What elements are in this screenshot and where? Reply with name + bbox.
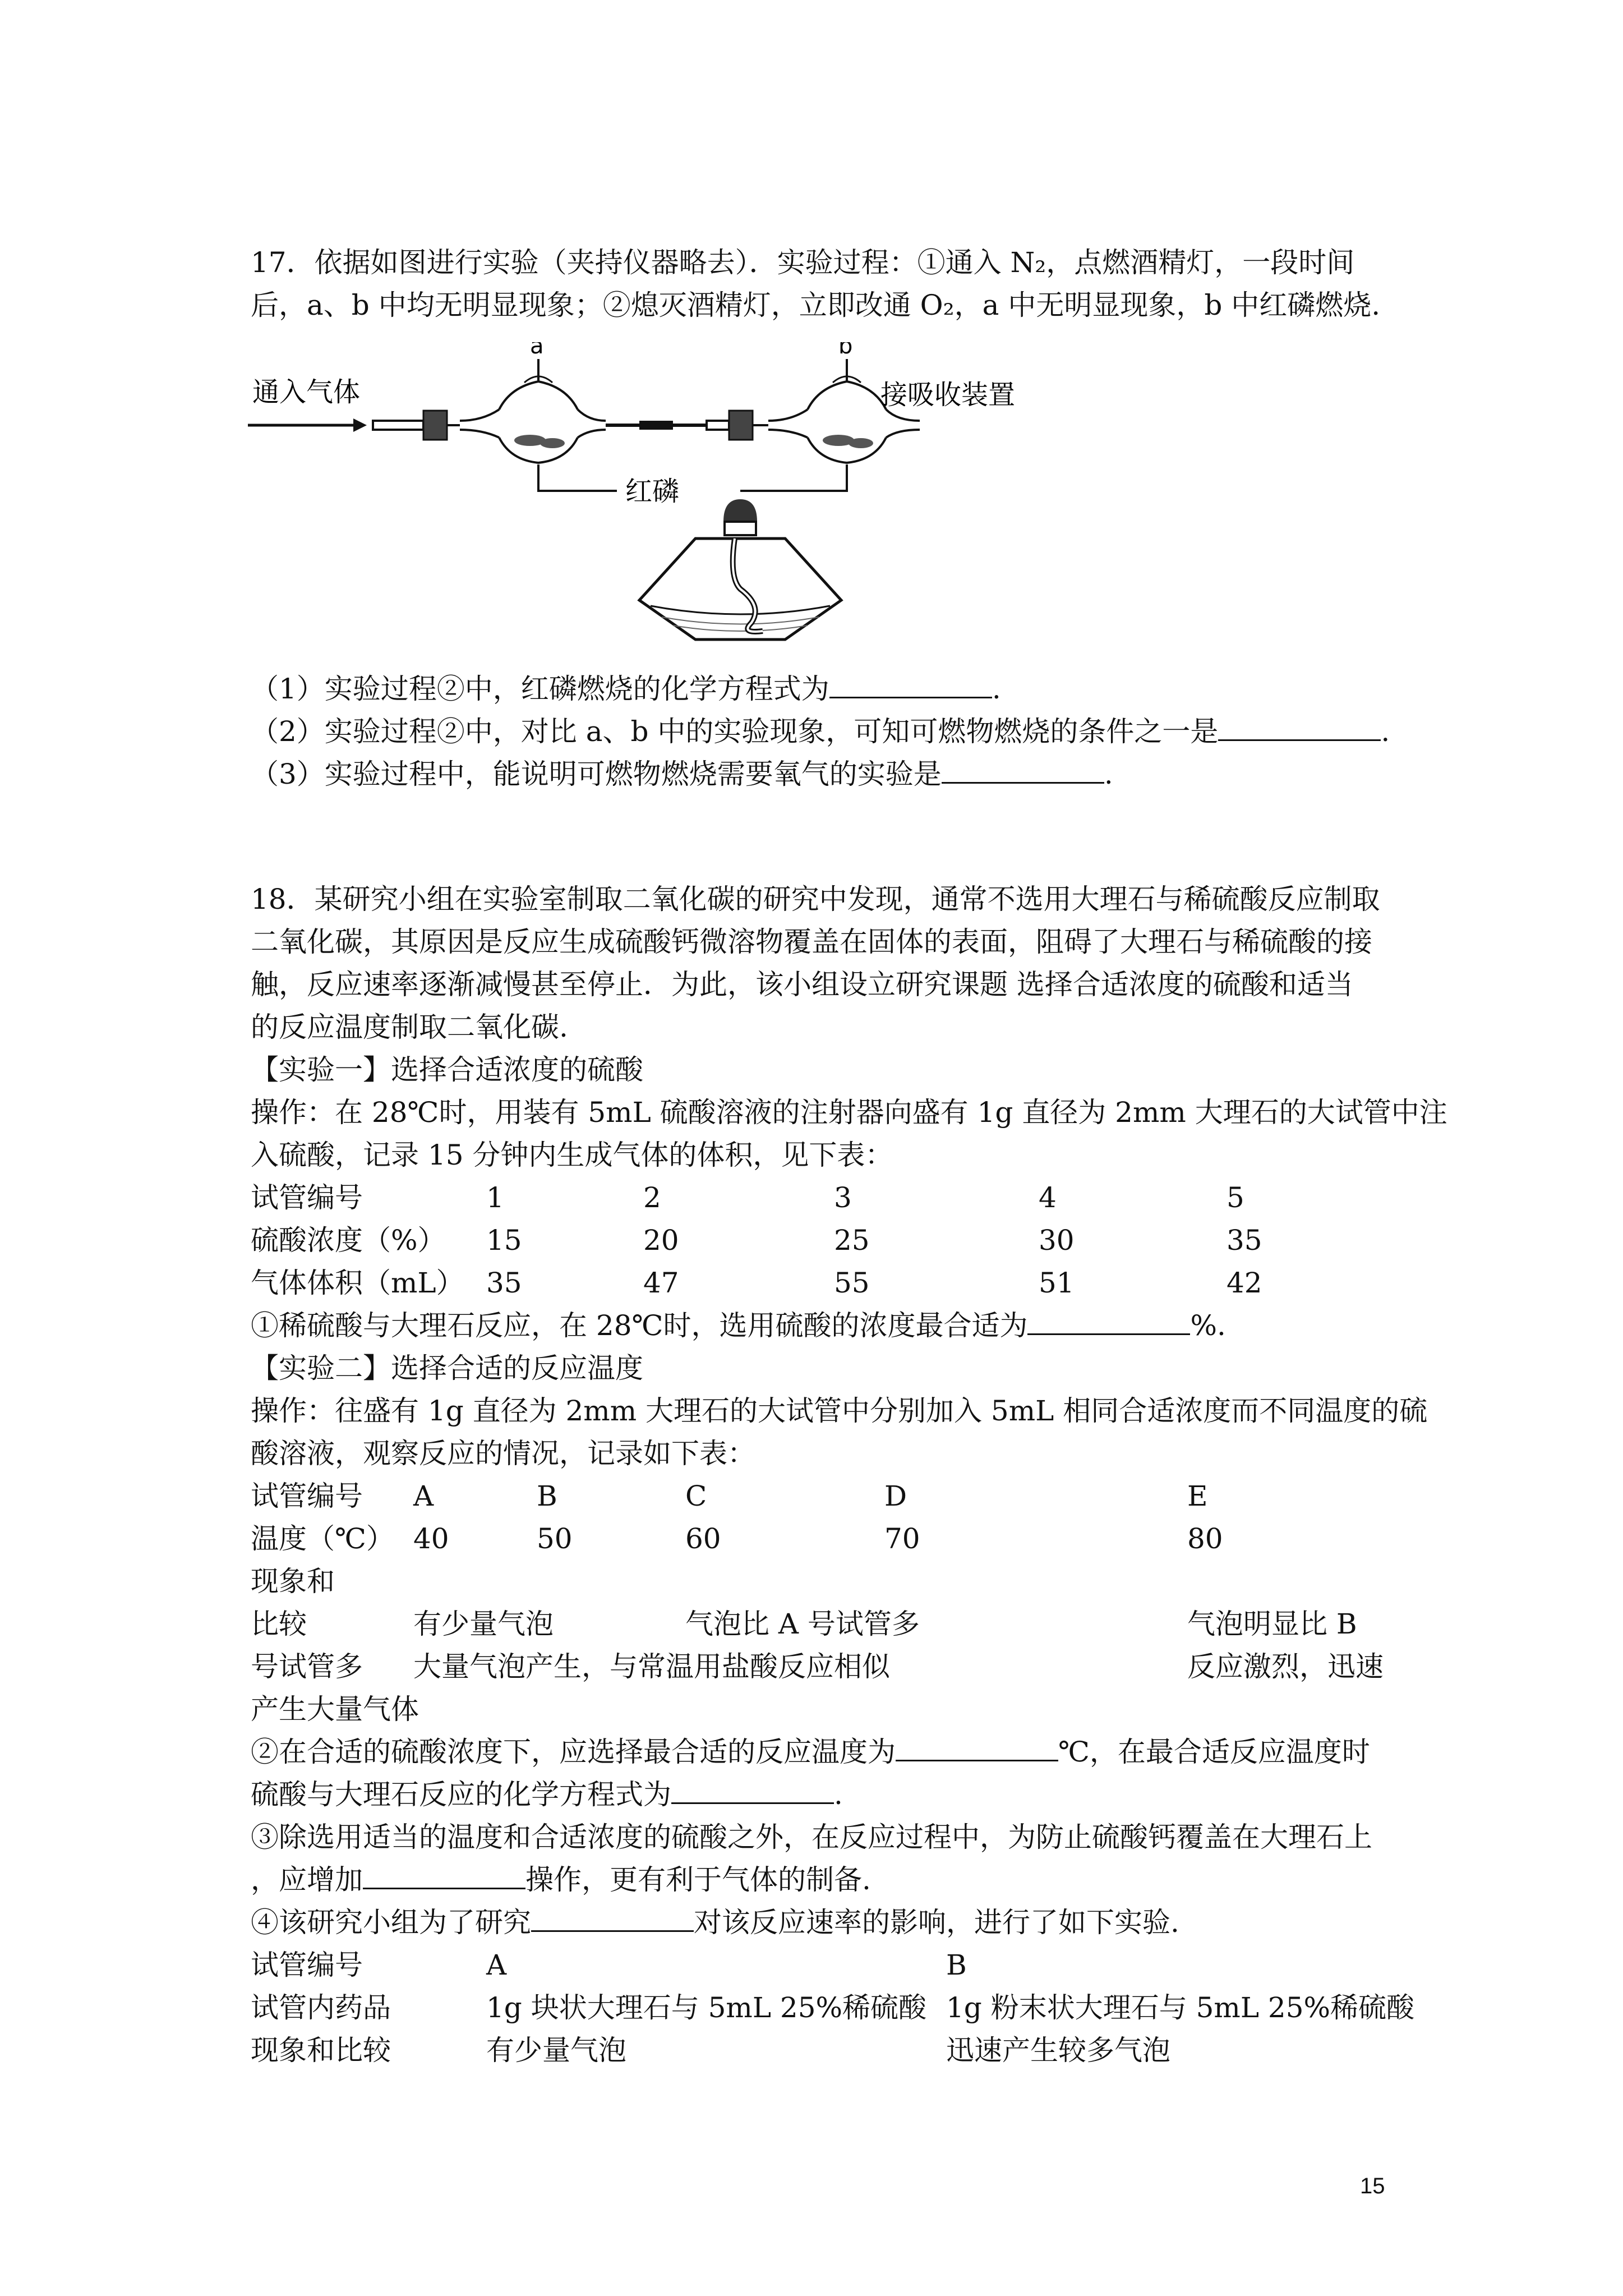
table1-row: 试管编号 1 2 3 4 5: [251, 1181, 1244, 1214]
table3-row: 试管编号 A B: [251, 1949, 967, 1981]
table2-obs-row-4: 产生大量气体: [251, 1693, 419, 1726]
experiment-1-operation-2: 入硫酸，记录 15 分钟内生成气体的体积，见下表：: [251, 1139, 893, 1171]
table1-row: 气体体积（mL） 35 47 55 51 42: [251, 1267, 1262, 1299]
table2-temp-row: 温度（℃） 40 50 60 70 80: [251, 1522, 1223, 1555]
q18-intro-2: 二氧化碳，其原因是反应生成硫酸钙微溶物覆盖在固体的表面，阻碍了大理石与稀硫酸的接: [251, 926, 1372, 958]
table2-obs-row-2: 比较 有少量气泡 气泡比 A 号试管多 气泡明显比 B: [251, 1608, 1357, 1640]
table3-row: 试管内药品 1g 块状大理石与 5mL 25%稀硫酸 1g 粉末状大理石与 5mL 25%稀硫酸: [251, 1991, 1415, 2024]
red-phosphorus-label: 红磷: [625, 476, 680, 507]
gas-in-label: 通入气体: [252, 376, 361, 408]
q17-sub-2: （2）实验过程②中，对比 a、b 中的实验现象，可知可燃物燃烧的条件之一是 .: [251, 715, 1390, 748]
q17-sub-3: （3）实验过程中，能说明可燃物燃烧需要氧气的实验是 .: [251, 758, 1113, 790]
table3-row: 现象和比较 有少量气泡 迅速产生较多气泡: [251, 2034, 1170, 2067]
experiment-1-operation-1: 操作：在 28℃时，用装有 5mL 硫酸溶液的注射器向盛有 1g 直径为 2mm 大理石的大试管中注: [251, 1096, 1447, 1129]
absorber-label: 接吸收装置: [880, 379, 1016, 411]
apparatus-diagram: [247, 342, 1077, 656]
q17-subquestions: [251, 668, 1389, 795]
bulb-a-label: a: [530, 342, 544, 359]
q18-question-4: ④该研究小组为了研究 对该反应速率的影响，进行了如下实验.: [251, 1906, 1179, 1939]
q18-parts-2-4: [251, 1731, 1389, 1944]
answer-blank-q18-2-equation[interactable]: [671, 1780, 834, 1804]
answer-blank-q17-3[interactable]: [942, 760, 1104, 784]
q18-part-1-and-exp2: [251, 1304, 1428, 1475]
q18-question-1: ①稀硫酸与大理石反应，在 28℃时，选用硫酸的浓度最合适为 %.: [251, 1309, 1226, 1342]
q17-sub-1: （1）实验过程②中，红磷燃烧的化学方程式为 .: [251, 673, 1001, 705]
experiment-2-operation-2: 酸溶液，观察反应的情况，记录如下表：: [251, 1437, 755, 1470]
q17-line-2: 后，a、b 中均无明显现象；②熄灭酒精灯，立即改通 O₂，a 中无明显现象，b 中红磷燃烧.: [251, 289, 1381, 321]
table2-header-row: 试管编号 A B C D E: [251, 1480, 1208, 1512]
answer-blank-q18-4[interactable]: [531, 1908, 694, 1932]
table2-obs-row-1: 现象和: [251, 1565, 335, 1598]
question-18-stem: [251, 878, 1447, 1176]
q18-intro-1: 18．某研究小组在实验室制取二氧化碳的研究中发现，通常不选用大理石与稀硫酸反应制取: [251, 883, 1380, 915]
answer-blank-q18-3[interactable]: [363, 1865, 525, 1889]
experiment-apparatus-figure: [247, 342, 1077, 656]
experiment-2-title: 【实验二】选择合适的反应温度: [251, 1352, 643, 1384]
bulb-b-label: b: [838, 342, 853, 359]
q18-intro-3: 触，反应速率逐渐减慢甚至停止．为此，该小组设立研究课题 选择合适浓度的硫酸和适当: [251, 968, 1353, 1001]
question-17-stem: [251, 241, 1389, 326]
q18-question-2b: 硫酸与大理石反应的化学方程式为 .: [251, 1778, 843, 1811]
q18-intro-4: 的反应温度制取二氧化碳.: [251, 1011, 568, 1043]
page-number: 15: [1360, 2174, 1385, 2198]
experiment-2-operation-1: 操作：往盛有 1g 直径为 2mm 大理石的大试管中分别加入 5mL 相同合适浓度而不同温度的硫: [251, 1395, 1428, 1427]
q18-question-2a: ②在合适的硫酸浓度下，应选择最合适的反应温度为 ℃，在最合适反应温度时: [251, 1736, 1370, 1768]
experiment-1-title: 【实验一】选择合适浓度的硫酸: [251, 1053, 643, 1086]
q18-question-3a: ③除选用适当的温度和合适浓度的硫酸之外，在反应过程中，为防止硫酸钙覆盖在大理石上: [251, 1821, 1372, 1853]
answer-blank-q18-1[interactable]: [1027, 1311, 1190, 1335]
table2-obs-row-3: 号试管多 大量气泡产生，与常温用盐酸反应相似 反应激烈，迅速: [251, 1650, 1384, 1683]
table1-row: 硫酸浓度（%） 15 20 25 30 35: [251, 1224, 1262, 1257]
answer-blank-q17-2[interactable]: [1218, 717, 1381, 741]
answer-blank-q17-1[interactable]: [829, 674, 992, 698]
answer-blank-q18-2-temp[interactable]: [896, 1737, 1058, 1761]
q17-line-1: 17．依据如图进行实验（夹持仪器略去）．实验过程：①通入 N₂，点燃酒精灯，一段时间: [251, 246, 1355, 279]
q18-question-3b: ，应增加 操作，更有利于气体的制备.: [251, 1864, 871, 1896]
